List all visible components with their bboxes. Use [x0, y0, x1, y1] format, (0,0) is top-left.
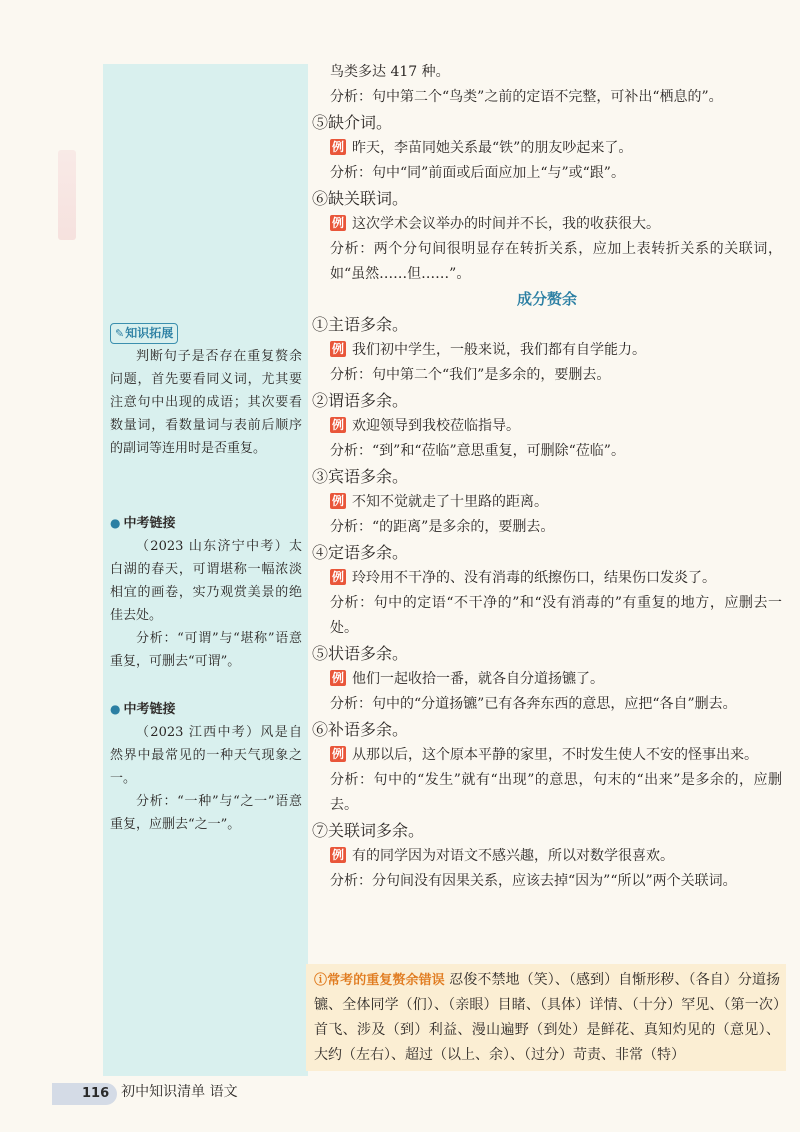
analysis-line: 分析：两个分句间很明显存在转折关系，应加上表转折关系的关联词，如“虽然……但……”。 — [330, 241, 782, 282]
knowledge-tag — [110, 323, 178, 344]
analysis-line: 分析：句中的定语“不干净的”和“没有消毒的”有重复的地方，应删去一处。 — [330, 595, 782, 636]
section-heading: ③宾语多余。 — [312, 467, 409, 486]
knowledge-extension — [110, 322, 302, 460]
analysis-line: 分析：句中的“分道扬镳”已有各奔东西的意思，应把“各自”删去。 — [330, 696, 737, 712]
knowledge-tip: 判断句子是否存在重复赘余问题，首先要看同义词，尤其要注意句中出现的成语；其次要看数量词，看数量词与表前后顺序的副词等连用时是否重复。 — [110, 349, 302, 456]
exam-link-1 — [110, 512, 302, 673]
example-badge: 例 — [331, 671, 344, 685]
example-badge: 例 — [331, 570, 344, 584]
section-heading: ⑤状语多余。 — [312, 644, 409, 663]
analysis-line: 分析：“的距离”是多余的，要删去。 — [330, 519, 555, 535]
circle-icon: ● — [110, 516, 121, 530]
section-heading: ⑦关联词多余。 — [312, 821, 425, 840]
example-badge: 例 — [331, 216, 344, 230]
exam-link-2-head — [110, 698, 302, 721]
example-badge: 例 — [331, 140, 344, 154]
section-heading: ①主语多余。 — [312, 315, 409, 334]
section-heading: ④定语多余。 — [312, 543, 409, 562]
common-errors-text — [314, 968, 780, 1068]
section-heading: ⑥缺关联词。 — [312, 189, 409, 208]
example-text: 他们一起收拾一番，就各自分道扬镳了。 — [352, 671, 604, 687]
section-heading: ⑤缺介词。 — [312, 113, 393, 132]
section-heading: ⑥补语多余。 — [312, 720, 409, 739]
exam-link-1-head — [110, 512, 302, 535]
common-errors-title: 常考的重复赘余错误 — [327, 973, 445, 988]
example-text: 这次学术会议举办的时间并不长，我的收获很大。 — [352, 216, 660, 232]
book-title: 初中知识清单 语文 — [121, 1084, 238, 1100]
analysis-line: 分析：句中第二个“鸟类”之前的定语不完整，可补出“栖息的”。 — [330, 89, 723, 105]
text-line: 鸟类多达 417 种。 — [330, 64, 450, 80]
page-footer — [52, 1081, 238, 1103]
exam-link-2-source: （2023 江西中考）风是自然界中最常见的一种天气现象之一。 — [110, 725, 302, 786]
example-text: 昨天，李苗同她关系最“铁”的朋友吵起来了。 — [352, 140, 633, 156]
knowledge-tag-label: 知识拓展 — [125, 326, 174, 340]
analysis-line: 分析：句中的“发生”就有“出现”的意思，句末的“出来”是多余的，应删去。 — [330, 772, 782, 813]
exam-link-2-analysis: 分析：“一种”与“之一”语意重复，应删去“之一”。 — [110, 794, 302, 832]
exam-link-1-title: 中考链接 — [123, 516, 176, 531]
analysis-line: 分析：句中“同”前面或后面应加上“与”或“跟”。 — [330, 165, 625, 181]
section-heading: ②谓语多余。 — [312, 391, 409, 410]
example-badge: 例 — [331, 747, 344, 761]
example-badge: 例 — [331, 418, 344, 432]
common-errors-list: 忍俊不禁地（笑）、（感到）自惭形秽、（各自）分道扬镳、全体同学（们）、（亲眼）目睹、（具体）详情、（十分）罕见、（第一次）首飞、涉及（到）利益、漫山遍野（到处）是鲜花、真知灼见的（意见）、大约（左右）、超过（以上、余）、（过分）苛责、非常（特） — [314, 972, 780, 1063]
example-text: 我们初中学生，一般来说，我们都有自学能力。 — [352, 342, 646, 358]
example-badge: 例 — [331, 342, 344, 356]
main-content — [312, 60, 782, 894]
example-text: 有的同学因为对语文不感兴趣，所以对数学很喜欢。 — [352, 848, 674, 864]
exam-link-2 — [110, 698, 302, 836]
exam-link-2-title: 中考链接 — [123, 702, 176, 717]
example-text: 不知不觉就走了十里路的距离。 — [352, 494, 548, 510]
analysis-line: 分析：“到”和“莅临”意思重复，可删除“莅临”。 — [330, 443, 625, 459]
example-badge: 例 — [331, 494, 344, 508]
decorative-strip — [58, 150, 76, 240]
example-text: 玲玲用不干净的、没有消毒的纸擦伤口，结果伤口发炎了。 — [352, 570, 716, 586]
warning-icon: ⓘ — [314, 973, 328, 988]
page-number: 116 — [52, 1083, 117, 1105]
circle-icon: ● — [110, 702, 121, 716]
bulb-icon: ✎ — [115, 327, 125, 340]
analysis-line: 分析：分句间没有因果关系，应该去掉“因为”“所以”两个关联词。 — [330, 873, 737, 889]
exam-link-1-analysis: 分析：“可谓”与“堪称”语意重复，可删去“可谓”。 — [110, 631, 302, 669]
analysis-line: 分析：句中第二个“我们”是多余的，要删去。 — [330, 367, 611, 383]
example-text: 从那以后，这个原本平静的家里，不时发生使人不安的怪事出来。 — [352, 747, 758, 763]
example-badge: 例 — [331, 848, 344, 862]
exam-link-1-source: （2023 山东济宁中考）太白湖的春天，可谓堪称一幅浓淡相宜的画卷，实乃观赏美景的绝佳去处。 — [110, 539, 302, 623]
section-title: 成分赘余 — [516, 290, 577, 308]
example-text: 欢迎领导到我校莅临指导。 — [352, 418, 520, 434]
